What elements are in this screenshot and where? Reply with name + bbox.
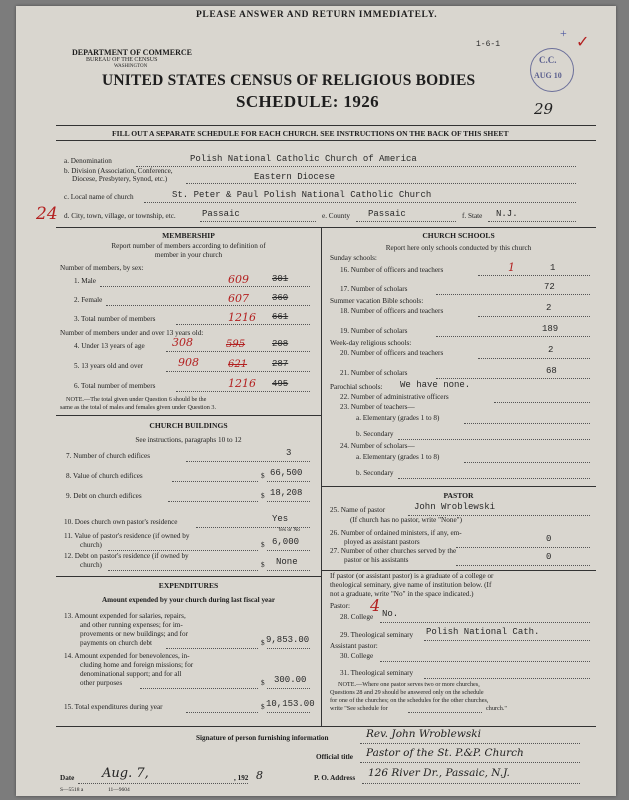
dollar-sign: $ [261, 703, 265, 711]
other-churches-label-1: 27. Number of other churches served by the [330, 547, 457, 555]
plus-mark-icon: + [560, 26, 567, 40]
weekday-teachers-value: 2 [548, 345, 554, 355]
weekday-label: Week-day religious schools: [330, 339, 412, 347]
date-label: Date [60, 774, 75, 782]
denomination-value: Polish National Catholic Church of America [190, 154, 417, 164]
edifices-count-label: 7. Number of church edifices [66, 452, 151, 460]
assistant-count-label-1: 26. Number of ordained ministers, if any, em- [330, 529, 462, 537]
female-label: 2. Female [74, 296, 103, 304]
division-value: Eastern Diocese [254, 172, 336, 182]
year-suffix: 8 [256, 769, 263, 782]
parochial-value: We have none. [400, 380, 471, 390]
form-subtitle: SCHEDULE: 1926 [236, 92, 380, 111]
pastor-college-value: No. [382, 609, 399, 619]
other-churches-label-2: pastor or his assistants [344, 556, 409, 564]
local-name-value: St. Peter & Paul Polish National Catholic Church [172, 190, 432, 200]
over-13-typed-value: 287 [272, 359, 289, 369]
sunday-label: Sunday schools: [330, 254, 377, 262]
dollar-sign: $ [261, 679, 265, 687]
official-title-label: Official title [316, 753, 353, 761]
total-age-hand-value: 1216 [228, 377, 256, 390]
denomination-label: a. Denomination [64, 157, 112, 165]
under-13-struck-value: 595 [226, 339, 246, 350]
division-label-1: b. Division (Association, Conference, [64, 167, 173, 175]
residence-value: 6,000 [272, 537, 300, 547]
sunday-teachers-typed-value: 1 [550, 263, 556, 273]
by-sex-label: Number of members, by sex: [60, 264, 144, 272]
pastor-note-1: NOTE.—Where one pastor serves two or more churches, [338, 681, 480, 688]
under-13-label: 4. Under 13 years of age [74, 342, 145, 350]
received-stamp: C.C. AUG 10 [530, 48, 574, 92]
membership-note-2: same as the total of males and females given under Question 3. [60, 404, 217, 411]
total-typed-value: 661 [272, 312, 289, 322]
assistant-seminary-label: 31. Theological seminary [340, 669, 414, 677]
college-margin-mark: 4 [370, 596, 381, 615]
pastor-seminary-label: 29. Theological seminary [340, 631, 414, 639]
total-hand-value: 1216 [228, 311, 256, 324]
benevolences-label-3: denominational support; and for all [80, 670, 182, 678]
department-name: DEPARTMENT OF COMMERCE [72, 48, 193, 57]
dollar-sign: $ [261, 561, 265, 569]
schools-title: CHURCH SCHOOLS [422, 231, 495, 240]
scholars-elementary-label: a. Elementary (grades 1 to 8) [356, 453, 440, 461]
over-13-struck-value: 621 [228, 359, 248, 370]
residence-debt-value: None [276, 557, 298, 567]
signature-label: Signature of person furnishing information [196, 734, 329, 742]
residence-debt-label-2: church) [80, 561, 102, 569]
state-label: f. State [462, 212, 483, 220]
county-value: Passaic [368, 209, 406, 219]
pastor-note-5: church." [486, 705, 507, 712]
form-number: S—5518 a [60, 787, 84, 793]
bureau-name: BUREAU OF THE CENSUS [86, 57, 158, 63]
membership-intro-1: Report number of members according to definition of [111, 242, 266, 250]
county-label: e. County [322, 212, 350, 220]
print-number: 11—9604 [108, 787, 130, 793]
edifices-count-value: 3 [286, 448, 292, 458]
parochial-label: Parochial schools: [330, 383, 383, 391]
residence-value-label-2: church) [80, 541, 102, 549]
male-label: 1. Male [74, 277, 96, 285]
official-title-value: Pastor of the St. P.&P. Church [366, 747, 524, 759]
dollar-sign: $ [261, 639, 265, 647]
assistant-count-value: 0 [546, 534, 552, 544]
dollar-sign: $ [261, 472, 265, 480]
running-expenses-label-2: and other running expenses; for im- [80, 621, 183, 629]
census-schedule-page [16, 6, 616, 796]
total-age-typed-value: 495 [272, 379, 289, 389]
membership-note-1: NOTE.—The total given under Question 6 should be the [66, 396, 207, 403]
po-address-label: P. O. Address [314, 774, 356, 782]
weekday-scholars-label: 21. Number of scholars [340, 369, 408, 377]
pastor-note-3: for one of the churches; on the schedules for the other churches, [330, 697, 489, 704]
membership-intro-2: member in your church [154, 251, 223, 259]
teachers-secondary-label: b. Secondary [356, 430, 394, 438]
pastor-name-label: 25. Name of pastor [330, 506, 386, 514]
buildings-sub: See instructions, paragraphs 10 to 12 [135, 436, 242, 444]
margin-note: 24 [36, 204, 58, 224]
under-13-typed-value: 208 [272, 339, 289, 349]
state-value: N.J. [496, 209, 518, 219]
benevolences-label-4: other purposes [80, 679, 123, 687]
pastor-note-4: write "See schedule for [330, 705, 388, 712]
edifices-value-label: 8. Value of church edifices [66, 472, 143, 480]
yes-no-hint: Yes or No [278, 527, 301, 533]
expenditures-sub: Amount expended by your church during last fiscal year [101, 596, 276, 604]
summer-scholars-label: 19. Number of scholars [340, 327, 408, 335]
assistant-college-label: 30. College [340, 652, 374, 660]
total-age-label: 6. Total number of members [74, 382, 156, 390]
summer-label: Summer vacation Bible schools: [330, 297, 424, 305]
running-expenses-label-4: payments on church debt [80, 639, 153, 647]
city-name: WASHINGTON [114, 64, 148, 69]
benevolences-label-2: cluding home and foreign missions; for [80, 661, 194, 669]
local-name-label: c. Local name of church [64, 193, 134, 201]
city-label: d. City, town, village, or township, etc. [64, 212, 176, 220]
check-mark-icon: ✓ [576, 34, 590, 51]
male-hand-value: 609 [228, 273, 249, 286]
benevolences-value: 300.00 [274, 675, 307, 685]
summer-scholars-value: 189 [542, 324, 559, 334]
running-expenses-label-1: 13. Amount expended for salaries, repairs, [64, 612, 186, 620]
division-label-2: Diocese, Presbytery, Synod, etc.) [72, 175, 168, 183]
schools-intro: Report here only schools conducted by this church [385, 244, 532, 252]
owns-residence-value: Yes [272, 514, 289, 524]
dollar-sign: $ [261, 492, 265, 500]
over-13-hand-value: 908 [178, 356, 199, 369]
stamp-number: 29 [534, 100, 554, 118]
graduate-instruction-1: If pastor (or assistant pastor) is a graduate of a college or [330, 572, 494, 580]
benevolences-label-1: 14. Amount expended for benevolences, in- [64, 652, 190, 660]
membership-title: MEMBERSHIP [162, 231, 215, 240]
form-title: UNITED STATES CENSUS OF RELIGIOUS BODIES [102, 72, 476, 89]
expenditures-title: EXPENDITURES [158, 581, 219, 590]
sunday-scholars-label: 17. Number of scholars [340, 285, 408, 293]
running-expenses-value: 9,853.00 [266, 635, 310, 645]
age-intro-label: Number of members under and over 13 years old: [60, 329, 204, 337]
year-prefix: , 192 [234, 774, 249, 782]
admin-officers-label: 22. Number of administrative officers [340, 393, 449, 401]
other-churches-value: 0 [546, 552, 552, 562]
owns-residence-label: 10. Does church own pastor's residence [64, 518, 178, 526]
female-typed-value: 360 [272, 293, 289, 303]
graduate-instruction-3: not a graduate, write "No" in the space indicated.) [330, 590, 474, 598]
return-instruction: PLEASE ANSWER AND RETURN IMMEDIATELY. [196, 10, 438, 20]
pastor-note-2: Questions 28 and 29 should be answered only on the schedule [330, 689, 484, 696]
signature-value: Rev. John Wroblewski [366, 728, 481, 740]
scholars-secondary-label: b. Secondary [356, 469, 394, 477]
date-value: Aug. 7, [102, 766, 149, 781]
edifices-debt-label: 9. Debt on church edifices [66, 492, 142, 500]
weekday-teachers-label: 20. Number of officers and teachers [340, 349, 444, 357]
assistant-count-label-2: ployed as assistant pastors [344, 538, 420, 546]
total-members-label: 3. Total number of members [74, 315, 156, 323]
residence-debt-label-1: 12. Debt on pastor's residence (if owned by [64, 552, 189, 560]
sunday-scholars-value: 72 [544, 282, 555, 292]
pastor-college-label: 28. College [340, 613, 374, 621]
buildings-title: CHURCH BUILDINGS [149, 421, 228, 430]
summer-teachers-value: 2 [546, 303, 552, 313]
edifices-debt-value: 18,208 [270, 488, 303, 498]
teachers-elementary-label: a. Elementary (grades 1 to 8) [356, 414, 440, 422]
summer-teachers-label: 18. Number of officers and teachers [340, 307, 444, 315]
male-typed-value: 301 [272, 274, 289, 284]
pastor-title: PASTOR [443, 491, 474, 500]
assistant-sublabel: Assistant pastor: [330, 642, 378, 650]
teachers-label: 23. Number of teachers— [340, 403, 415, 411]
city-value: Passaic [202, 209, 240, 219]
pastor-name-hint: (If church has no pastor, write "None") [350, 516, 462, 524]
residence-value-label-1: 11. Value of pastor's residence (if owned by [64, 532, 190, 540]
weekday-scholars-value: 68 [546, 366, 557, 376]
total-expenditures-label: 15. Total expenditures during year [64, 703, 163, 711]
edifices-value: 66,500 [270, 468, 303, 478]
over-13-label: 5. 13 years old and over [74, 362, 144, 370]
form-code: 1-6-1 [476, 40, 501, 49]
sunday-teachers-hand-value: 1 [508, 261, 515, 274]
running-expenses-label-3: provements or new buildings; and for [80, 630, 188, 638]
pastor-sublabel: Pastor: [330, 602, 350, 610]
pastor-seminary-value: Polish National Cath. [426, 627, 540, 637]
graduate-instruction-2: theological seminary, give name of institution below. (If [330, 581, 492, 589]
scholars-label: 24. Number of scholars— [340, 442, 415, 450]
dollar-sign: $ [261, 541, 265, 549]
pastor-name-value: John Wroblewski [414, 502, 496, 512]
po-address-value: 126 River Dr., Passaic, N.J. [368, 767, 510, 779]
sunday-teachers-label: 16. Number of officers and teachers [340, 266, 444, 274]
female-hand-value: 607 [228, 292, 249, 305]
under-13-hand-value: 308 [172, 336, 193, 349]
separate-schedule-instruction: FILL OUT A SEPARATE SCHEDULE FOR EACH CHURCH. SEE INSTRUCTIONS ON THE BACK OF THIS SHEET [112, 129, 509, 138]
total-expenditures-value: 10,153.00 [266, 699, 315, 709]
